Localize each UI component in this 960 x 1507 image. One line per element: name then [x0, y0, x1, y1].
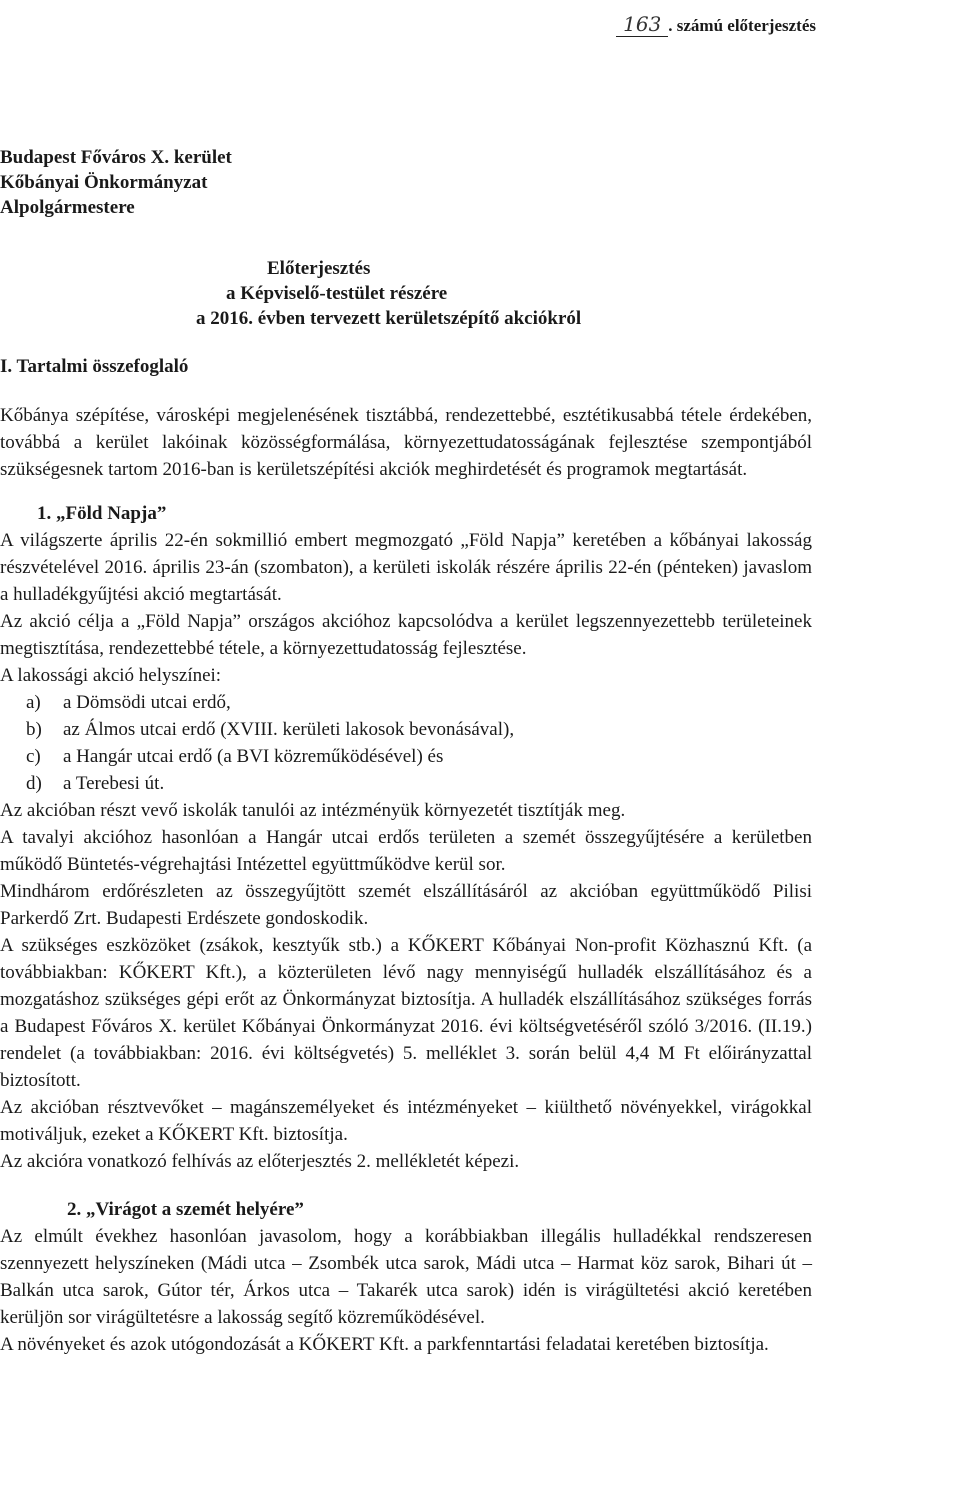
location-list — [0, 689, 812, 797]
item1-paragraph-8: Az akcióban résztvevőket – magánszemélyeket és intézményeket – kiülthető növényekkel, virágokkal motiváljuk, ezeket a KŐKERT Kft. biztosítja. — [0, 1097, 812, 1145]
issuer-line-1: Budapest Főváros X. kerület — [0, 147, 232, 168]
issuer-header — [0, 145, 232, 220]
title-line-2: a Képviselő-testület részére — [226, 283, 448, 304]
issuer-line-2: Kőbányai Önkormányzat — [0, 172, 208, 193]
title-line-3: a 2016. évben tervezett kerületszépítő akciókról — [196, 308, 582, 329]
list-item: b) az Álmos utcai erdő (XVIII. kerületi lakosok bevonásával), — [26, 719, 515, 740]
item1-heading: 1. „Föld Napja” — [37, 503, 167, 524]
item2-paragraph-2: A növényeket és azok utógondozását a KŐKERT Kft. a parkfenntartási feladatai keretében biztosítja. — [0, 1334, 769, 1355]
reference-label: . számú előterjesztés — [668, 16, 816, 35]
reference-number — [616, 12, 816, 37]
document-body — [0, 402, 812, 1358]
intro-paragraph: Kőbánya szépítése, városképi megjelenésének tisztábbá, rendezettebbé, esztétikusabbá tétele érdekében, továbbá a kerület lakóinak közösségformálása, környezettudatosságának fejlesztése szempontjából szükségesnek tartom 2016-ban is kerületszépítési akciók meghirdetését és programok megtartását. — [0, 405, 812, 480]
title-line-1: Előterjesztés — [267, 258, 371, 279]
item1-paragraph-5: A tavalyi akcióhoz hasonlóan a Hangár utcai erdős területen a szemét összegyűjtésére a kerületben működő Büntetés-végrehajtási Intézettel együttműködve kerül sor. — [0, 827, 812, 875]
section-heading: I. Tartalmi összefoglaló — [0, 356, 189, 377]
list-item: c) a Hangár utcai erdő (a BVI közreműködésével) és — [26, 746, 444, 767]
item1-paragraph-3: A lakossági akció helyszínei: — [0, 665, 222, 686]
list-item: a) a Dömsödi utcai erdő, — [26, 692, 231, 713]
item1-paragraph-1: A világszerte április 22-én sokmillió embert megmozgató „Föld Napja” keretében a kőbányai lakosság részvételével 2016. április 23-án (szombaton), a kerületi iskolák részére április 22-én (pénteken) javaslom a hulladékgyűjtési akció megtartását. — [0, 530, 812, 605]
item1-paragraph-9: Az akcióra vonatkozó felhívás az előterjesztés 2. mellékletét képezi. — [0, 1151, 520, 1172]
issuer-line-3: Alpolgármestere — [0, 197, 135, 218]
item1-paragraph-7: A szükséges eszközöket (zsákok, kesztyűk stb.) a KŐKERT Kőbányai Non-profit Közhasznú Kft. (a továbbiakban: KŐKERT Kft.), a közterületen lévő nagy mennyiségű hulladék elszállításához és a mozgatáshoz szükséges gépi erőt az Önkormányzat biztosítja. A hulladék elszállításához szükséges forrás a Budapest Főváros X. kerület Kőbányai Önkormányzat 2016. évi költségvetéséről szóló 3/2016. (II.19.) rendelet (a továbbiakban: 2016. évi költségvetés) 5. melléklet 3. során belül 4,4 M Ft előirányzattal biztosított. — [0, 935, 812, 1091]
item1-paragraph-6: Mindhárom erdőrészleten az összegyűjtött szemét elszállításáról az akcióban együttműködő Pilisi Parkerdő Zrt. Budapesti Erdészete gondoskodik. — [0, 881, 812, 929]
item2-paragraph-1: Az elmúlt évekhez hasonlóan javasolom, hogy a korábbiakban illegális hulladékkal rendszeresen szennyezett helyszíneken (Mádi utca – Zsombék utca sarok, Mádi utca – Harmat köz sarok, Bihari út – Balkán utca sarok, Gútor tér, Árkos utca – Takarék utca sarok) idén is virágültetési akció keretében kerüljön sor virágültetésre a lakosság segítő közreműködésével. — [0, 1226, 812, 1328]
item1-paragraph-2: Az akció célja a „Föld Napja” országos akcióhoz kapcsolódva a kerület legszennyezettebb területeinek megtisztítása, rendezettebbé tétele, a környezettudatosság fejlesztése. — [0, 611, 812, 659]
list-item: d) a Terebesi út. — [26, 773, 165, 794]
item2-heading: 2. „Virágot a szemét helyére” — [67, 1199, 304, 1220]
handwritten-number: 163 — [616, 12, 668, 37]
item1-paragraph-4: Az akcióban részt vevő iskolák tanulói az intézményük környezetét tisztítják meg. — [0, 800, 626, 821]
